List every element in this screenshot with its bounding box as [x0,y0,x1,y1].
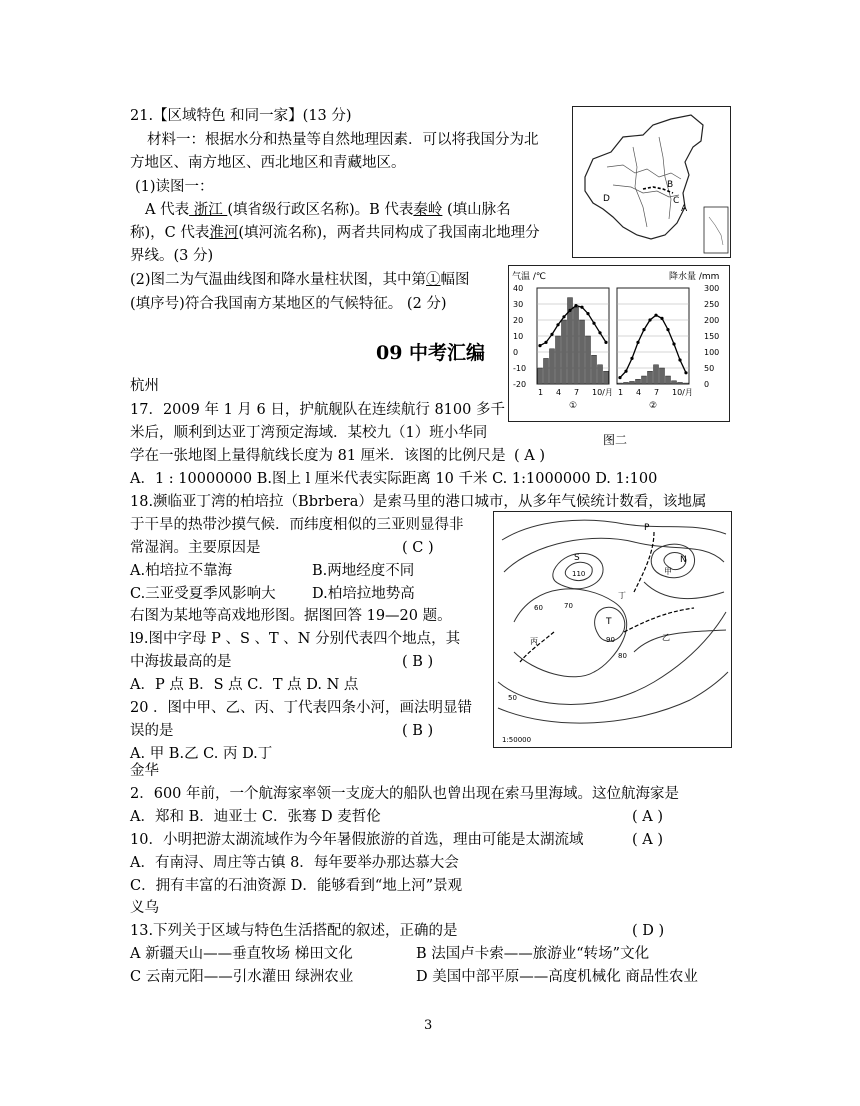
q21-line-a [145,200,511,220]
section-title: 09 中考汇编 [376,342,486,364]
q18-option-d: D.柏培拉地势高 [312,586,415,602]
temperature-point [630,357,633,360]
map-label-c: C [673,196,680,206]
province-lines-3 [633,147,647,227]
precip-bar [666,376,671,384]
inset-coast [709,217,723,245]
q17-line1: 17．2009 年 1 月 6 日，护航舰队在连续航行 8100 多千 [130,402,505,418]
q18-line3: 常湿润。主要原因是 [130,540,261,556]
temperature-point [636,341,639,344]
q17-answer: ( A ) [514,448,546,464]
q21-part2-answer: ① [426,272,441,288]
q10-line1: 10．小明把游太湖流域作为今年暑假旅游的首选，理由可能是太湖流域 [130,832,584,848]
q21-line-c [130,223,540,243]
contour-label-80: 80 [618,652,627,660]
precip-bar [660,368,665,384]
temperature-point [568,309,571,312]
temperature-point [624,370,627,373]
river-bing: 丙 [530,637,538,646]
q21-b-answer: 秦岭 [413,202,443,218]
contour-label-50: 50 [508,694,517,702]
q21-a-answer: 浙江 [189,202,228,218]
q21-part1-intro: (1)读图一： [135,179,214,195]
right-tick-label: 300 [704,284,720,293]
q21-part2-pre: (2)图二为气温曲线图和降水量柱状图，其中第 [130,272,427,288]
ylabel-left: 气温 /℃ [512,272,547,282]
precip-bar [580,320,585,384]
right-tick-label: 150 [704,332,720,341]
x-tick-label: 4 [636,388,642,397]
contour-letter-t: T [606,617,612,627]
river-ding: 丁 [618,591,626,600]
temperature-point [618,376,621,379]
precip-bar [550,349,555,384]
temperature-point [598,331,601,334]
temperature-point [678,358,681,361]
q13-option-b: B 法国卢卡索——旅游业“转场”文化 [416,946,650,962]
q18-option-c: C.三亚受夏季风影响大 [130,586,276,602]
q21-c-post: (填河流名称)，两者共同构成了我国南北地理分 [238,225,540,241]
temperature-point [604,341,607,344]
temperature-point [648,318,651,321]
q21-material: 材料一：根据水分和热量等自然地理因素．可以将我国分为北 [147,132,539,148]
contour-label-70: 70 [564,602,573,610]
q18-option-b: B.两地经度不同 [312,563,415,579]
temperature-point [654,314,657,317]
ylabel-right: 降水量 /mm [669,272,720,282]
south-sea-inset [704,207,728,253]
q21-part2-cont: (填序号)符合我国南方某地区的气候特征。 (2 分) [130,296,447,312]
q20-answer: ( B ) [402,723,434,739]
q21-c-pre: 称)，C 代表 [130,225,210,241]
q19-options: A．P 点 B．S 点 C．T 点 D. N 点 [130,677,359,693]
q21-line-end: 界线。(3 分) [130,248,214,264]
region-yiwu: 义乌 [130,900,159,916]
precip-bar [672,381,677,384]
china-outline [585,115,703,239]
contour-label-90: 90 [606,636,615,644]
x-tick-label: 1 [538,388,544,397]
q18-option-a: A.柏培拉不靠海 [130,563,233,579]
precip-bar [604,371,609,384]
precip-bar [586,336,591,384]
q20-options: A. 甲 B.乙 C. 丙 D.丁 [130,746,273,762]
temperature-point [544,341,547,344]
x-tick-label: 4 [556,388,562,397]
temperature-point [592,322,595,325]
q19-intro: 右图为某地等高戏地形图。据图回答 19—20 题。 [130,608,452,624]
region-hangzhou: 杭州 [130,378,159,394]
river-yi: 乙 [662,633,670,642]
figure-3-contour-map [493,511,732,748]
x-tick-label: 10/月 [592,388,613,397]
q10-line2: A．有南浔、周庄等古镇 8．每年要举办那达慕大会 [130,855,459,871]
q18-line1: 18.濒临亚丁湾的柏培拉（Bbrbera）是索马里的港口城市，从多年气候统计数看，该地属 [130,494,707,510]
temperature-point [574,304,577,307]
q19-line1: l9.图中字母 P 、S 、T 、N 分别代表四个地点，其 [130,631,461,647]
q21-a-mid: (填省级行政区名称)。B 代表 [227,202,414,218]
q21-part2 [130,270,470,290]
china-map-svg [573,107,730,257]
temperature-point [660,317,663,320]
temperature-point [642,328,645,331]
q13-option-a: A 新疆天山——垂直牧场 梯田文化 [130,946,353,962]
left-tick-label: -10 [513,364,527,373]
q20-line1: 20 ．图中甲、乙、丙、丁代表四条小河，画法明显错 [130,700,473,716]
precip-bar [556,336,561,384]
province-lines-4 [659,137,674,219]
contour-lines [498,520,728,723]
right-tick-label: 200 [704,316,720,325]
panel-label: ① [569,401,578,411]
q2-answer: ( A ) [632,809,664,825]
q13-option-c: C 云南元阳——引水灌田 绿洲农业 [130,969,354,985]
right-tick-label: 250 [704,300,720,309]
region-jinhua: 金华 [130,763,159,779]
page-number: 3 [424,1018,433,1033]
precip-bar [592,355,597,384]
q17-line2: 米后，顺利到达亚丁湾预定海域．某校九（1）班小华同 [130,425,488,441]
temperature-point [586,312,589,315]
temperature-point [538,344,541,347]
left-tick-label: 30 [513,300,524,309]
q10-line3: C．拥有丰富的石油资源 D．能够看到“地上河”景观 [130,878,463,894]
q13-option-d: D 美国中部平原——高度机械化 商品性农业 [416,969,698,985]
temperature-point [666,328,669,331]
x-tick-label: 7 [654,388,660,397]
province-lines [607,165,681,179]
precip-bar [630,381,635,384]
climate-chart-svg [509,266,729,421]
q13-answer: ( D ) [632,923,665,939]
q10-answer: ( A ) [632,832,664,848]
right-tick-label: 100 [704,348,720,357]
q18-answer: ( C ) [402,540,434,556]
q19-line2: 中海拔最高的是 [130,654,232,670]
river-jia: 甲 [664,567,672,576]
contour-scale: 1:50000 [502,736,532,744]
q13-line1: 13.下列关于区域与特色生活搭配的叙述，正确的是 [130,923,458,939]
left-tick-label: -20 [513,380,527,389]
q20-line2: 误的是 [130,723,174,739]
precip-bar [544,358,549,384]
temperature-point [684,371,687,374]
precip-bar [624,382,629,384]
q17-options: A．1 : 10000000 B.图上 l 厘米代表实际距离 10 千米 C. 1:1000000 D. 1:100 [130,471,658,487]
temperature-point [672,342,675,345]
q2-options: A．郑和 B．迪亚士 C．张骞 D 麦哲伦 [130,809,381,825]
precip-bar [562,320,567,384]
q21-material-cont: 方地区、南方地区、西北地区和青藏地区。 [130,155,406,171]
temperature-point [556,323,559,326]
x-tick-label: 1 [618,388,624,397]
q19-answer: ( B ) [402,654,434,670]
precip-bar [618,383,623,384]
q2-line1: 2．600 年前，一个航海家率领一支庞大的船队也曾出现在索马里海域。这位航海家是 [130,786,680,802]
q21-c-answer: 淮河 [209,225,239,241]
q21-part2-post: 幅图 [440,272,470,288]
right-tick-label: 50 [704,364,715,373]
figure-2-climate-charts [508,265,730,422]
temperature-point [580,306,583,309]
precip-bar [636,379,641,384]
contour-letter-n: N [680,555,687,565]
q17-line3: 学在一张地图上量得航线长度为 81 厘米．该图的比例尺是 [130,448,506,464]
temperature-point [562,315,565,318]
precip-bar [678,382,683,384]
right-tick-label: 0 [704,380,710,389]
contour-letter-p: P [644,523,650,533]
map-label-a: A [681,204,688,214]
contour-label-110: 110 [572,570,586,578]
temperature-point [550,333,553,336]
contour-label-60: 60 [534,604,543,612]
q21-heading: 21.【区域特色 和同一家】(13 分) [130,108,352,124]
left-tick-label: 0 [513,348,519,357]
x-tick-label: 10/月 [672,388,693,397]
temperature-line [540,306,606,346]
figure-2-caption: 图二 [603,433,628,447]
panel-label: ② [649,401,658,411]
precip-bar [642,376,647,384]
q21-b-post: (填山脉名 [442,202,511,218]
contour-map-svg [494,512,731,747]
left-tick-label: 10 [513,332,524,341]
map-label-d: D [603,194,610,204]
precip-bar [598,365,603,384]
map-label-b: B [667,180,674,190]
precip-bar [648,371,653,384]
precip-bar [574,307,579,384]
x-tick-label: 7 [574,388,580,397]
q21-a-pre: A 代表 [145,202,190,218]
precip-bar [654,365,659,384]
q18-line2: 于干旱的热带沙摸气候．而纬度相似的三亚则显得非 [130,517,464,533]
contour-letter-s: S [574,553,580,563]
left-tick-label: 20 [513,316,524,325]
left-tick-label: 40 [513,284,524,293]
figure-1-china-map [572,106,731,258]
precip-bar [684,383,689,384]
precip-bar [538,368,543,384]
